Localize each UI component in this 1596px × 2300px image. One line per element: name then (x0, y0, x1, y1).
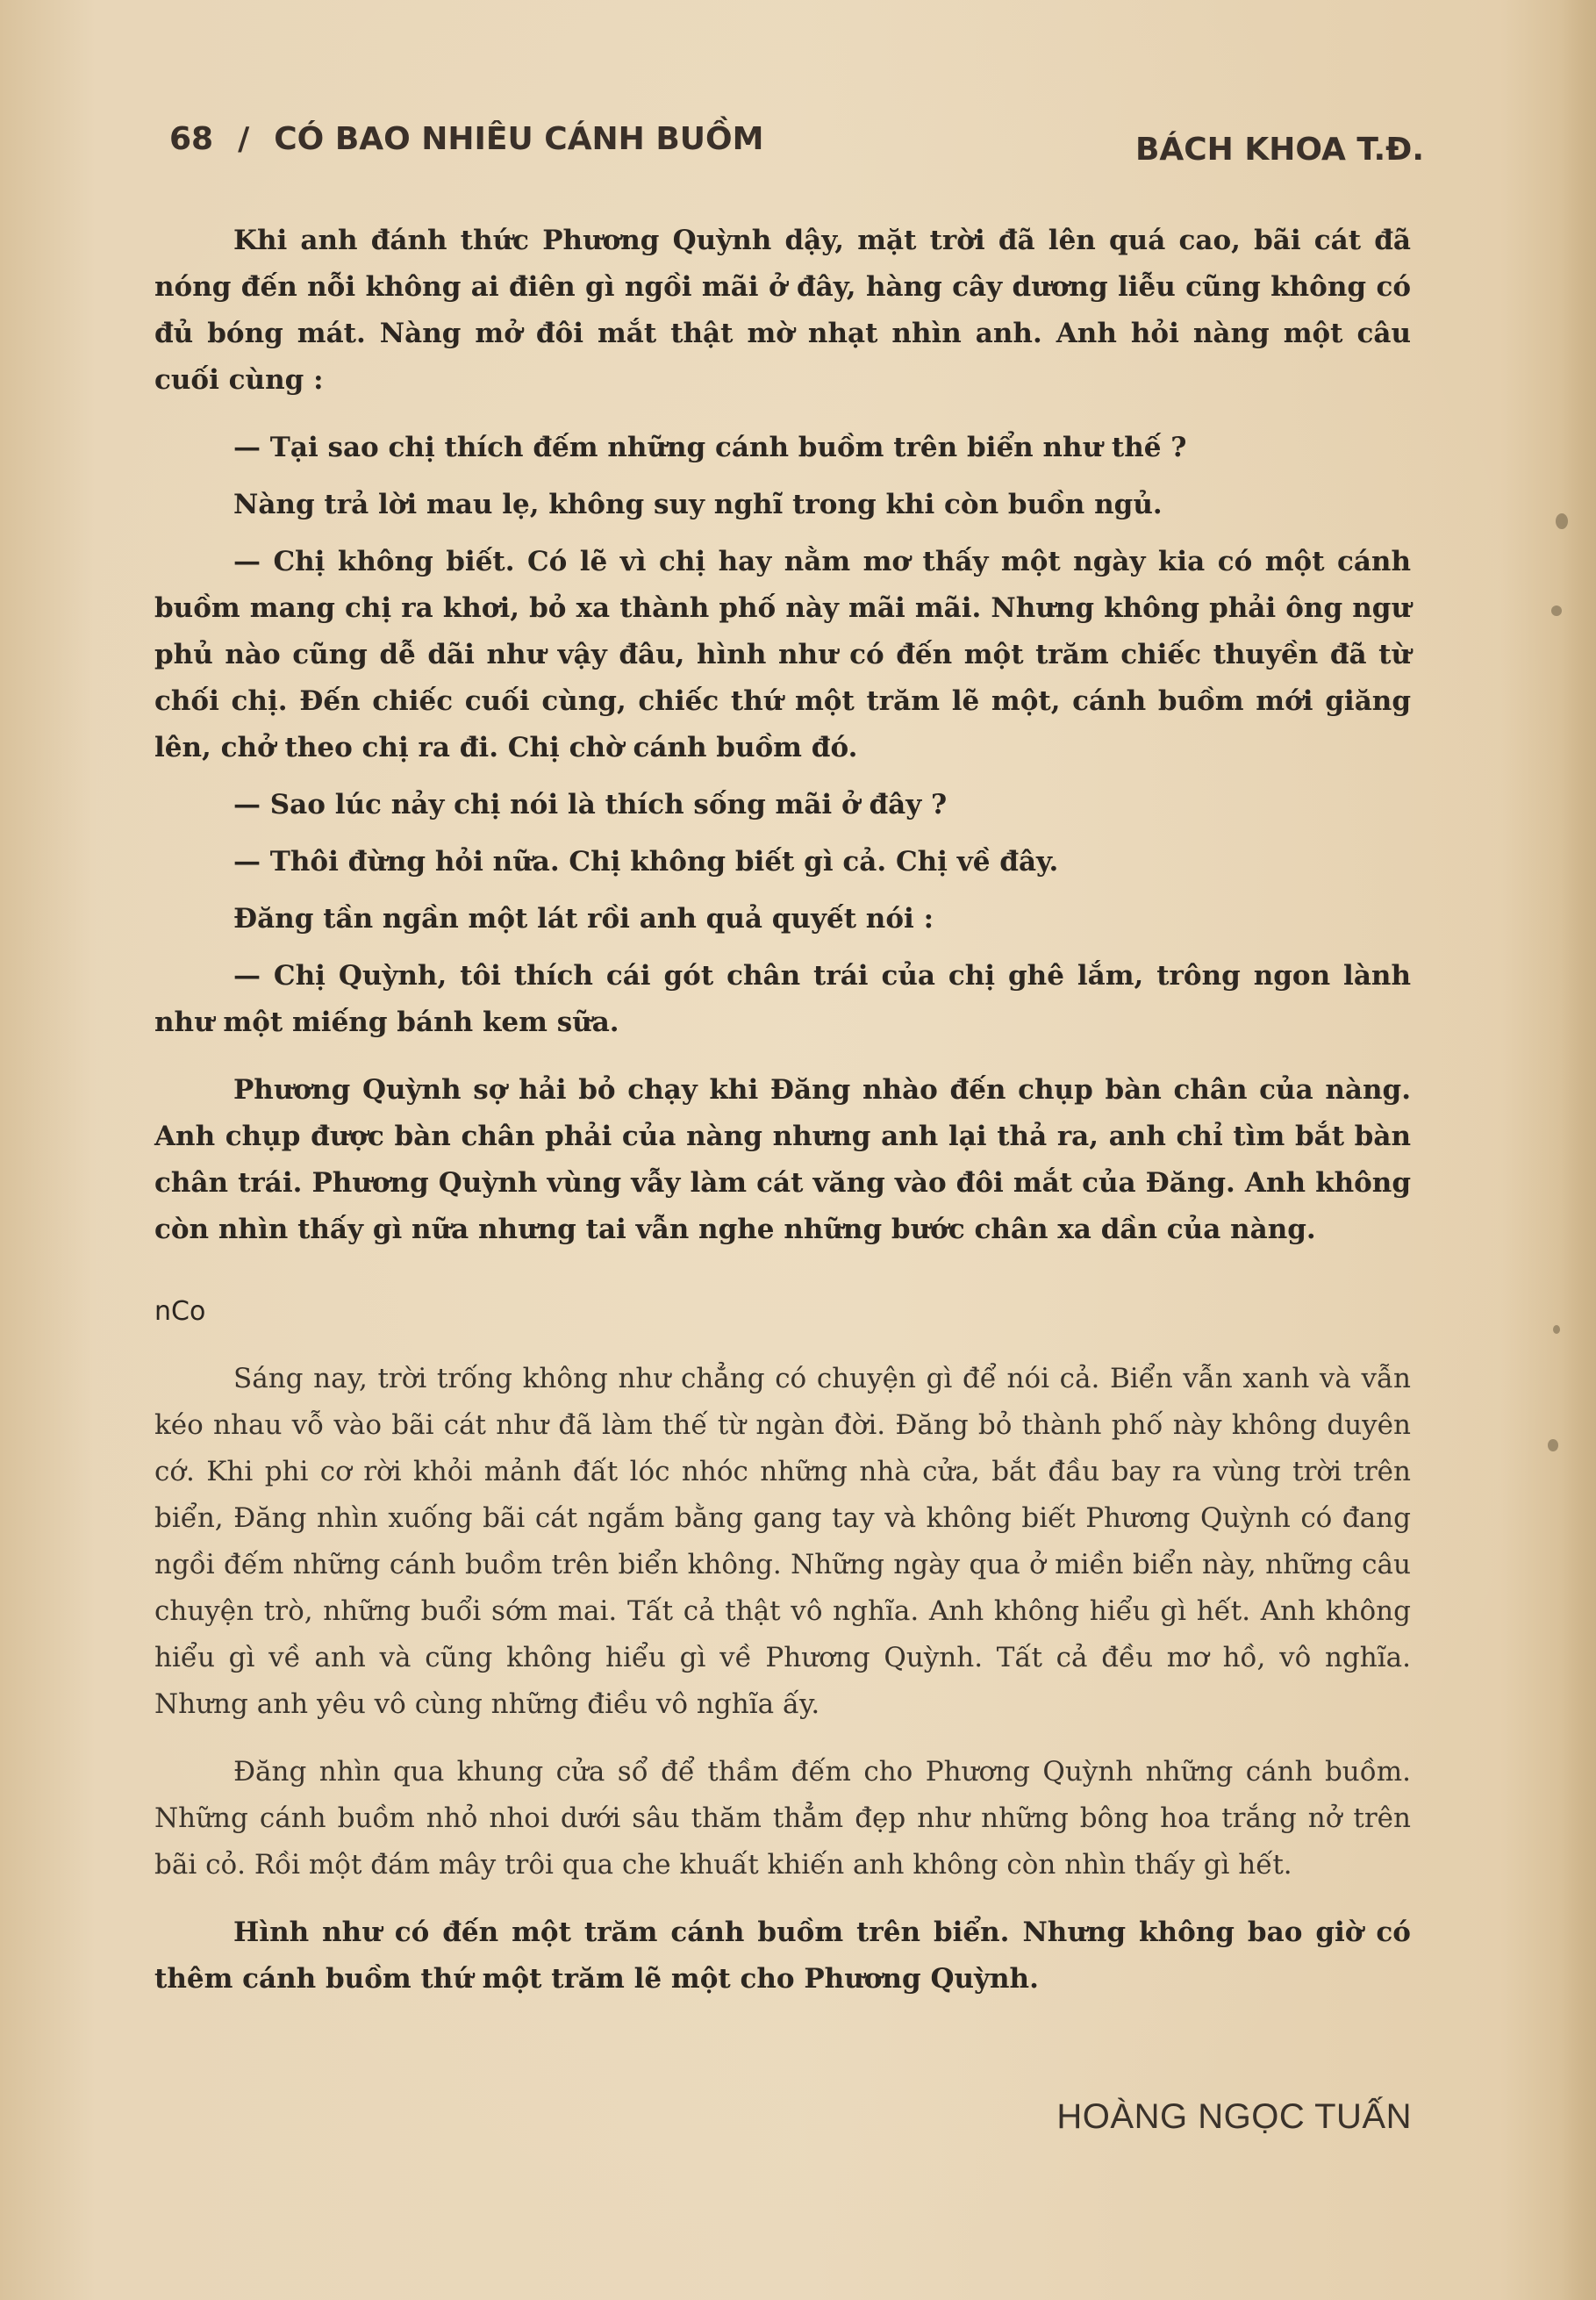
dialogue-line: — Chị không biết. Có lẽ vì chị hay nằm mơ thấy một ngày kia có một cánh buồm mang chị ra khơi, bỏ xa thành phố này mãi mãi. Nhưng không phải ông ngư phủ nào cũng dễ dãi như vậy đâu, hình như có đến một trăm chiếc thuyền đã từ chối chị. Đến chiếc cuối cùng, chiếc thứ một trăm lẽ một, cánh buồm mới giăng lên, chở theo chị ra đi. Chị chờ cánh buồm đó. (154, 546, 1411, 763)
page-edge-shadow (1561, 0, 1596, 2300)
page-number: 68 (169, 121, 214, 157)
paragraph: Sáng nay, trời trống không như chẳng có chuyện gì để nói cả. Biển vẫn xanh và vẫn kéo nhau vỗ vào bãi cát như đã làm thế từ ngàn đời. Đăng bỏ thành phố này không duyên cớ. Khi phi cơ rời khỏi mảnh đất lóc nhóc những nhà cửa, bắt đầu bay ra vùng trời trên biển, Đăng nhìn xuống bãi cát ngắm bằng gang tay và không biết Phương Quỳnh có đang ngồi đếm những cánh buồm trên biển không. Những ngày qua ở miền biển này, những câu chuyện trò, những buổi sớm mai. Tất cả thật vô nghĩa. Anh không hiểu gì hết. Anh không hiểu gì về anh và cũng không hiểu gì về Phương Quỳnh. Tất cả đều mơ hồ, vô nghĩa. Nhưng anh yêu vô cùng những điều vô nghĩa ấy. (154, 1363, 1411, 1720)
author-signature: HOÀNG NGỌC TUẤN (1056, 2097, 1412, 2136)
stain-mark (1556, 513, 1568, 529)
dialogue-line: — Thôi đừng hỏi nữa. Chị không biết gì cả. Chị về đây. (233, 846, 1059, 878)
dialogue-line: — Tại sao chị thích đếm những cánh buồm trên biển như thế ? (233, 432, 1187, 463)
paragraph: Phương Quỳnh sợ hải bỏ chạy khi Đăng nhào đến chụp bàn chân của nàng. Anh chụp được bàn chân phải của nàng nhưng anh lại thả ra, anh chỉ tìm bắt bàn chân trái. Phương Quỳnh vùng vẫy làm cát văng vào đôi mắt của Đăng. Anh không còn nhìn thấy gì nữa nhưng tai vẫn nghe những bước chân xa dần của nàng. (154, 1074, 1411, 1245)
stain-mark (1548, 1439, 1558, 1451)
header-separator: / (238, 121, 250, 157)
publication-name: BÁCH KHOA T.Đ. (1134, 132, 1424, 168)
section-divider: nCo (154, 1296, 206, 1327)
paragraph: Khi anh đánh thức Phương Quỳnh dậy, mặt trời đã lên quá cao, bãi cát đã nóng đến nỗi không ai điên gì ngồi mãi ở đây, hàng cây dương liễu cũng không có đủ bóng mát. Nàng mở đôi mắt thật mờ nhạt nhìn anh. Anh hỏi nàng một câu cuối cùng : (154, 225, 1411, 396)
article-body (154, 218, 1411, 2003)
paragraph: Đăng nhìn qua khung cửa sổ để thầm đếm cho Phương Quỳnh những cánh buồm. Những cánh buồm nhỏ nhoi dưới sâu thăm thẳm đẹp như những bông hoa trắng nở trên bãi cỏ. Rồi một đám mây trôi qua che khuất khiến anh không còn nhìn thấy gì hết. (154, 1756, 1411, 1881)
stain-mark (1551, 605, 1562, 616)
dialogue-line: — Chị Quỳnh, tôi thích cái gót chân trái của chị ghê lắm, trông ngon lành như một miếng bánh kem sữa. (154, 960, 1411, 1038)
dialogue-line: — Sao lúc nảy chị nói là thích sống mãi ở đây ? (233, 789, 948, 820)
section-title: CÓ BAO NHIÊU CÁNH BUỒM (274, 121, 764, 157)
header-left (169, 121, 763, 157)
page-header (169, 121, 1424, 170)
paragraph: Hình như có đến một trăm cánh buồm trên biển. Nhưng không bao giờ có thêm cánh buồm thứ một trăm lẽ một cho Phương Quỳnh. (154, 1917, 1411, 1995)
stain-mark (1553, 1325, 1560, 1334)
paragraph: Nàng trả lời mau lẹ, không suy nghĩ trong khi còn buồn ngủ. (233, 489, 1163, 520)
paragraph: Đăng tần ngần một lát rồi anh quả quyết nói : (233, 903, 934, 935)
